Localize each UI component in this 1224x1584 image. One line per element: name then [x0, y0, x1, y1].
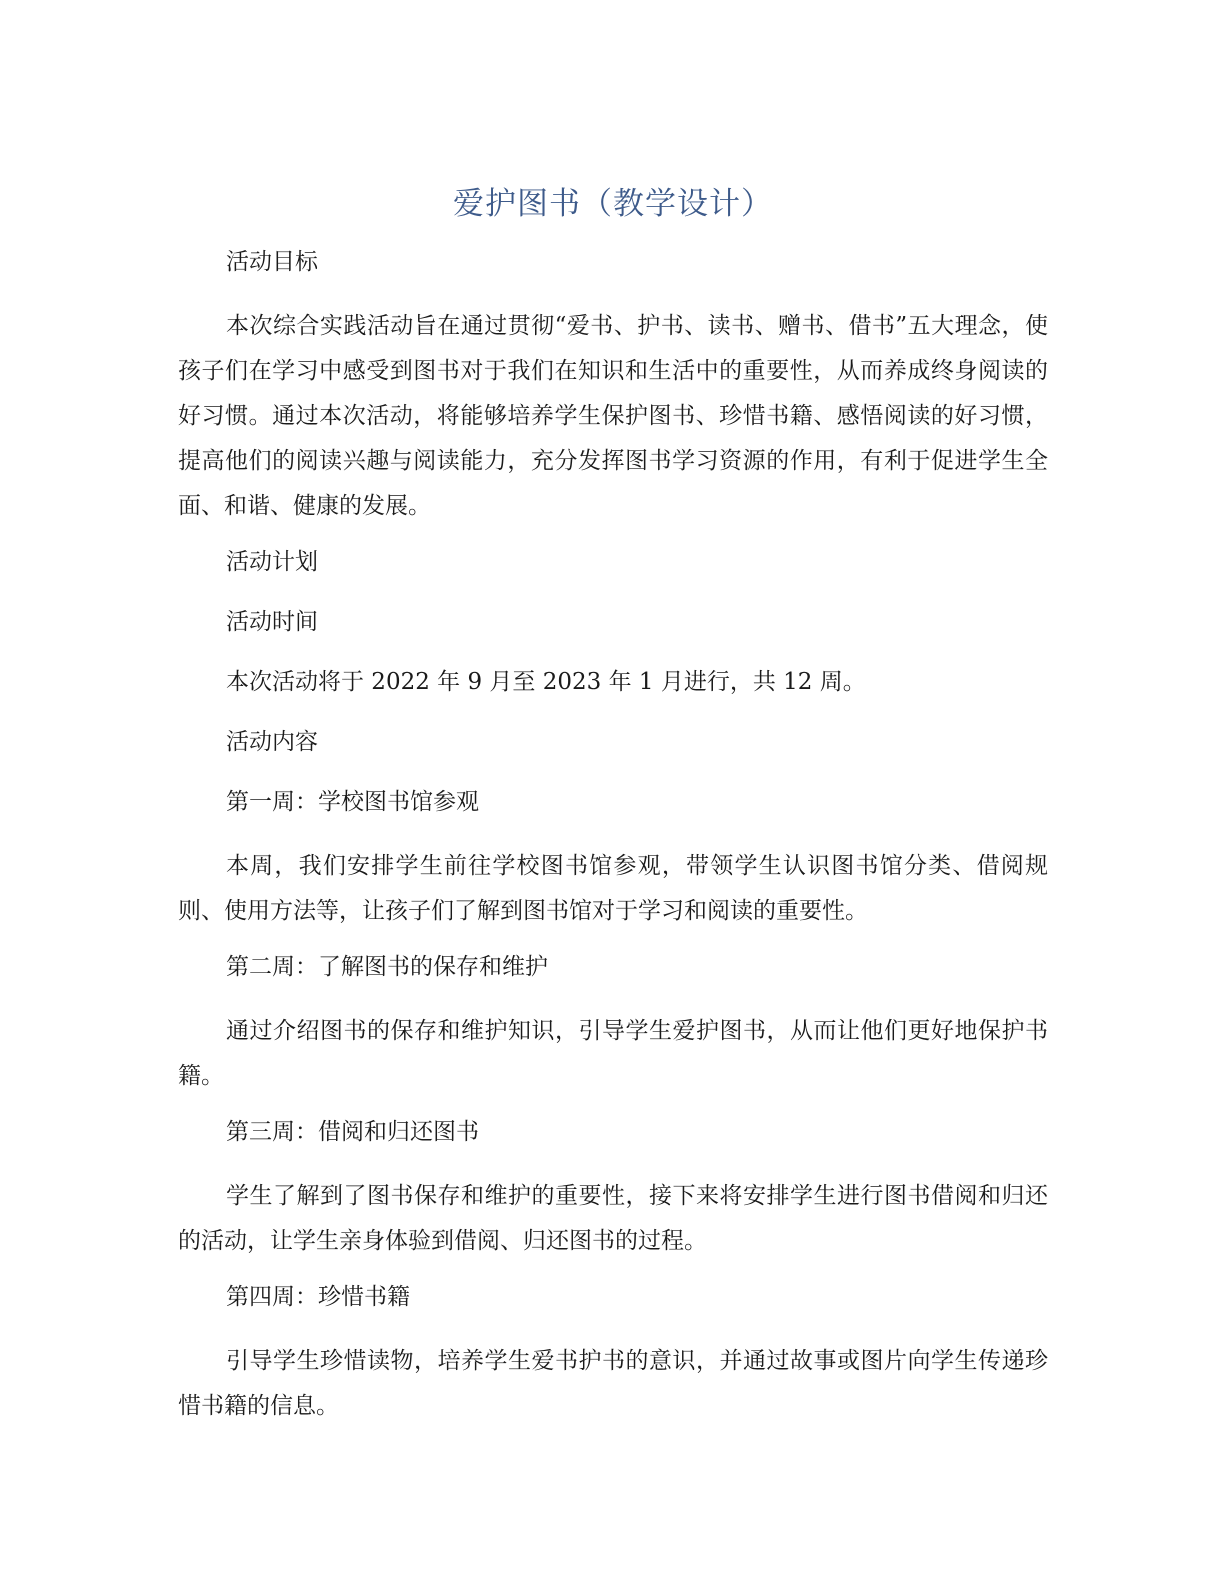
paragraph-goals: 本次综合实践活动旨在通过贯彻“爱书、护书、读书、赠书、借书”五大理念，使孩子们在学习中感受到图书对于我们在知识和生活中的重要性，从而养成终身阅读的好习惯。通过本次活动，将能够培养学生保护图书、珍惜书籍、感悟阅读的好习惯，提高他们的阅读兴趣与阅读能力，充分发挥图书学习资源的作用，有利于促进学生全面、和谐、健康的发展。: [178, 313, 1048, 519]
section-heading-plan: 活动计划: [226, 549, 318, 575]
section-heading-goals: 活动目标: [226, 249, 318, 275]
week-2-paragraph: 通过介绍图书的保存和维护知识，引导学生爱护图书，从而让他们更好地保护书籍。: [178, 1018, 1048, 1089]
week-1-paragraph: 本周，我们安排学生前往学校图书馆参观，带领学生认识图书馆分类、借阅规则、使用方法等，让孩子们了解到图书馆对于学习和阅读的重要性。: [178, 853, 1048, 924]
section-heading-time: 活动时间: [226, 609, 318, 635]
paragraph-time: 本次活动将于 2022 年 9 月至 2023 年 1 月进行，共 12 周。: [226, 669, 866, 695]
week-4-paragraph: 引导学生珍惜读物，培养学生爱书护书的意识，并通过故事或图片向学生传递珍惜书籍的信息。: [178, 1348, 1048, 1419]
week-1-heading: 第一周：学校图书馆参观: [226, 789, 479, 815]
document-title: 爱护图书（教学设计）: [453, 186, 773, 222]
week-3-paragraph: 学生了解到了图书保存和维护的重要性，接下来将安排学生进行图书借阅和归还的活动，让学生亲身体验到借阅、归还图书的过程。: [178, 1183, 1048, 1254]
week-3-heading: 第三周：借阅和归还图书: [226, 1119, 479, 1145]
week-4-heading: 第四周：珍惜书籍: [226, 1284, 410, 1310]
document-page: [178, 180, 1048, 1444]
week-2-heading: 第二周：了解图书的保存和维护: [226, 954, 548, 980]
section-heading-content: 活动内容: [226, 729, 318, 755]
